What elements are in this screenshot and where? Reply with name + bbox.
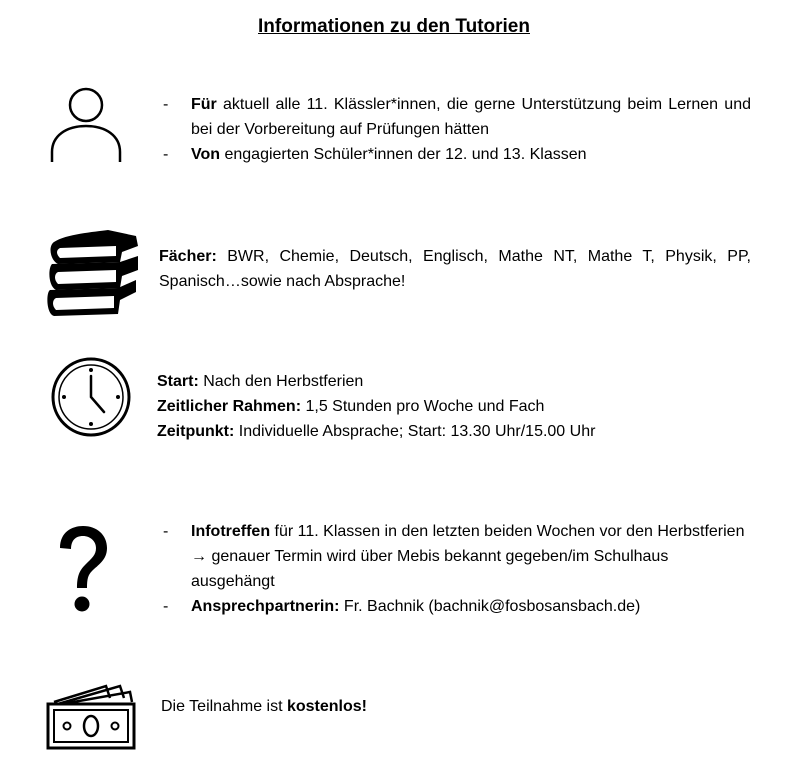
list-item <box>163 142 751 167</box>
bullet-dash: - <box>163 598 169 615</box>
section-cost <box>161 694 661 719</box>
start-label: Start: <box>157 373 199 390</box>
bullet-dash: - <box>163 523 169 540</box>
list-item <box>163 594 751 619</box>
section-target-group <box>163 92 751 167</box>
question-icon <box>52 522 114 616</box>
subjects-label: Fächer: <box>159 248 217 265</box>
person-icon <box>48 86 124 164</box>
start-line <box>157 369 757 394</box>
time-frame-line <box>157 394 757 419</box>
subjects-text: BWR, Chemie, Deutsch, Englisch, Mathe NT, Mathe T, Physik, PP, Spanisch…sowie nach Absprache! <box>159 248 751 290</box>
time-frame-label: Zeitlicher Rahmen: <box>157 398 302 415</box>
time-point-line <box>157 419 757 444</box>
bullet-dash: - <box>163 146 169 163</box>
clock-icon <box>50 356 132 438</box>
contact-label: Ansprechpartnerin: <box>191 598 340 615</box>
info-meeting-text: für 11. Klassen in den letzten beiden Wochen vor den Herbstferien → genauer Termin wird über Mebis bekannt gegeben/im Schulhaus ausgehängt <box>191 523 745 590</box>
from-label: Von <box>191 146 221 163</box>
for-label: Für <box>191 96 217 113</box>
time-point-label: Zeitpunkt: <box>157 423 235 440</box>
start-text: Nach den Herbstferien <box>198 373 364 390</box>
section-schedule <box>157 369 757 444</box>
time-point-text: Individuelle Absprache; Start: 13.30 Uhr/15.00 Uhr <box>234 423 596 440</box>
money-icon <box>44 680 140 752</box>
from-text: engagierten Schüler*innen der 12. und 13. Klassen <box>220 146 587 163</box>
info-meeting-label: Infotreffen <box>191 523 271 540</box>
contact-text: Fr. Bachnik (bachnik@fosbosansbach.de) <box>339 598 641 615</box>
bullet-dash: - <box>163 96 169 113</box>
section-subjects <box>159 244 751 294</box>
time-frame-text: 1,5 Stunden pro Woche und Fach <box>301 398 545 415</box>
page-title: Informationen zu den Tutorien <box>258 16 530 37</box>
cost-free-label: kostenlos! <box>286 698 367 715</box>
section-info <box>163 519 751 619</box>
list-item <box>163 92 751 142</box>
list-item <box>163 519 751 594</box>
cost-text: Die Teilnahme ist <box>161 698 287 715</box>
books-icon <box>44 228 140 318</box>
for-text: aktuell alle 11. Klässler*innen, die gerne Unterstützung beim Lernen und bei der Vorbereitung auf Prüfungen hätten <box>191 96 751 138</box>
